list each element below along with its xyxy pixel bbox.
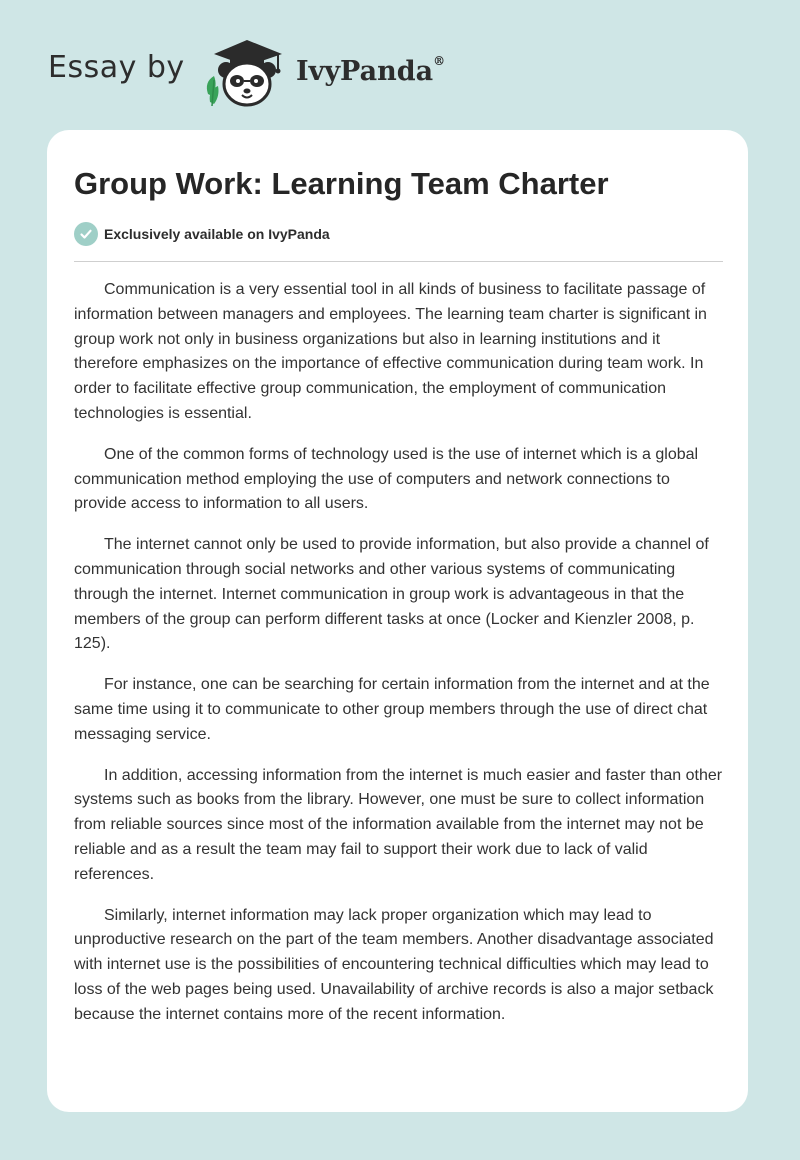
site-header	[0, 0, 800, 130]
brand-name[interactable]	[296, 56, 445, 87]
title-divider	[74, 261, 723, 262]
page-title: Group Work: Learning Team Charter	[74, 166, 609, 201]
essay-body	[74, 278, 724, 1044]
paragraph-6: Similarly, internet information may lack proper organization which may lead to unproductive research on the part of the team members. Another disadvantage associated with internet use is the possibilities of encountering technical difficulties which may lead to loss of the web pages being used. Unavailability of archive records is also a major setback because the internet contains more of the recent information.	[74, 906, 714, 1023]
paragraph-4: For instance, one can be searching for certain information from the internet and at the same time using it to communicate to other group members through the use of direct chat messaging service.	[74, 676, 710, 743]
brand-text: IvyPanda	[296, 56, 434, 87]
paragraph-2: One of the common forms of technology used is the use of internet which is a global communication method employing the use of computers and network connections to provide access to information to all users.	[74, 445, 699, 513]
paragraph-5: In addition, accessing information from the internet is much easier and faster than other systems such as books from the library. However, one must be sure to collect information from reliable sources since most of the information available from the internet may not be reliable and as a result the team may fail to support their work due to lack of valid references.	[74, 766, 723, 883]
essay-by-label: Essay by	[48, 50, 185, 85]
check-icon	[74, 222, 98, 246]
essay-card	[47, 130, 748, 1112]
paragraph-3: The internet cannot only be used to provide information, but also provide a channel of communication through social networks and other various systems of communicating through the internet. Internet communication in group work is advantageous in that the members of the group can perform different tasks at once (Locker and Kienzler 2008, p. 125).	[74, 536, 709, 653]
exclusive-label: Exclusively available on IvyPanda	[104, 226, 330, 242]
exclusive-badge	[74, 222, 330, 246]
panda-graduate-icon[interactable]	[202, 36, 292, 108]
registered-mark: ®	[433, 54, 446, 68]
paragraph-1: Communication is a very essential tool in all kinds of business to facilitate passage of information between managers and employees. The learning team charter is significant in group work not only in business organizations but also in learning institutions and it therefore emphasizes on the importance of effective communication during team work. In order to facilitate effective group communication, the employment of communication technologies is essential.	[74, 281, 707, 422]
